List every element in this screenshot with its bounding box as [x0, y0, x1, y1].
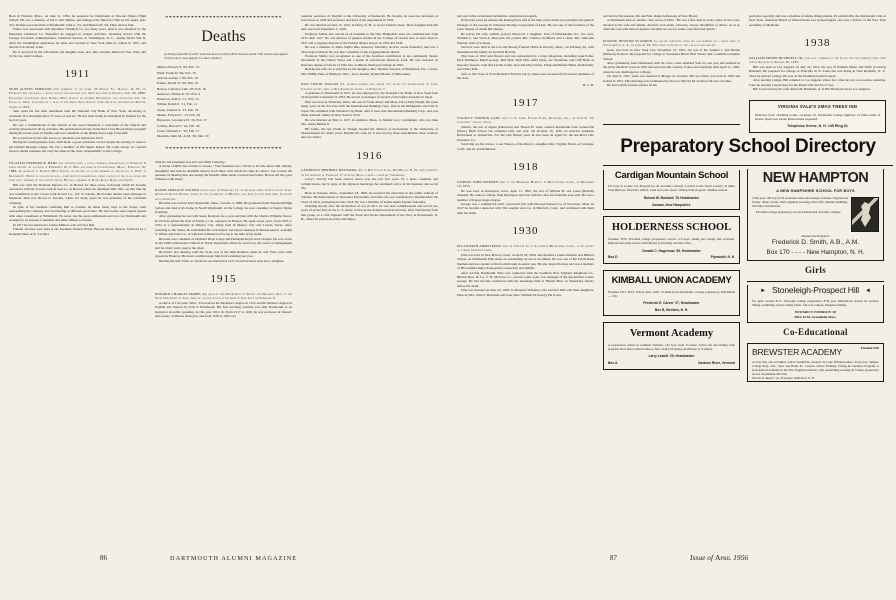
issue-month: April	[715, 553, 732, 562]
deaths-list-item: Abbott, Arthur J. '99, Feb. 18	[157, 75, 198, 80]
page-number-right: 87	[610, 554, 617, 562]
obit-paragraph: He was married on June 15, 1916, in Derry, N. H., to Grace Francis Chase. Their daughter Priscilla Ann was born September 1, 1918.	[301, 22, 438, 32]
column-3	[301, 14, 438, 319]
directory-left-column	[603, 166, 740, 382]
obit-paragraph: Professor Mabie was recognized as one of the foremost contributors to the community theater movement in the United States and a leader in educational theatrical work. He was awarded an honorary degree of Doctor of Fine Arts at Illinois Wesleyan College in 1950.	[301, 53, 438, 67]
obit-signature: H. C. B.	[582, 82, 594, 87]
deaths-list-item: Stone, Charles S. '13, Feb. 23	[157, 107, 199, 112]
obit-paragraph: Larry's activity had been slowed down over the last few years by a heart condition and complications, but in spite of the physical handicaps he continued active in his business and social life.	[301, 177, 438, 191]
obit-paragraph: Brownie was born in East Weymouth, Mass., October 4, 1888. He graduated from Weymouth High School and died at his home in North Weymouth. At the College he was a member of Kappa Sigma fraternity.	[155, 201, 292, 215]
obit-paragraph: Walter was associated with Merrimac Chemical Co. for many years, until it was absorbed by the Monsanto Chemical Co. Thereafter he engaged in various activities, including service with the Foreign Economic Administration, Chemical Section, in Washington, D. C., during World War II. After the Washington experience he lived and worked in New York until he retired in 1953, and moved to Scotland, Conn.	[9, 27, 146, 50]
obit-paragraph: Gene was born in New York City November 13, 1907, the son of Dr. Samuel J. and Bertha (Millson) Scadron. He prepared for college at Townsend Harris Hall School and Columbia Grammar School.	[603, 47, 740, 61]
obit-paragraph: A native of LaCrosse, Wisc., Ed received his Bachelor's degree in 1915 and his Master's degree in English and Speech in 1916 at Dartmouth. His first teaching position was after Dartmouth as an instructor in public speaking, for the year 1915-16. From 1917 to 1918, he was professor of rhetoric and oratory at Illinois Wesleyan, and from 1918 to 1920 was	[155, 300, 292, 319]
directory-category-coeducational: Co-Educational	[783, 327, 848, 338]
obit-paragraph: Professor Mabie also served as an assistant to the New Hampshire state tax commissioner from 1915 until 1917. He was director of general studies in the College of Liberal Arts at Iowa State in 1947 and a regional director of the Federal theater project in 1935 and 1936.	[301, 31, 438, 45]
obit-paragraph: The Class of 1916 sent flowers and was represented by a large delegation, including Gian Fuller, Dick Parkhurst, Ralph George, Bill Mott, Dick Ellis, Reid Seale, Joe Newmark, and Cliff Benn as honorary bearers, Sam and Lucille Cutler, Ken and May Tucker, Frank and Helene Bobst, Ruth Fuller, and Violet Ellis.	[457, 53, 594, 72]
deaths-list-item: Wilder, Ralph S. '11, Feb. 11	[157, 102, 198, 107]
deaths-list-item: Mabie, Edward C. '15, Feb. 19	[157, 113, 200, 118]
class-year-heading: 1915	[210, 273, 237, 286]
column-2	[155, 14, 292, 319]
deaths-list-item: Hayward, Lawrence H. '16, Feb. 17	[157, 118, 207, 123]
obit-paragraph: RALPH SPRAGUE WILDER passed away on February 11, in his sleep while resting in his chair. Although Ralph Wilder, known to his classmates as Brownie, had been ill for some time, his death was unexpected.	[155, 187, 292, 201]
left-page-columns	[9, 14, 439, 319]
school-tagline: A NEW HAMPSHIRE SCHOOL FOR BOYS	[776, 189, 855, 194]
school-box: Box D	[608, 255, 618, 260]
school-location: Box B, Meriden, N. H.	[654, 308, 689, 313]
ad-vermont-academy[interactable]	[603, 322, 740, 370]
obit-paragraph: He is survived by his wife Grace, to whom he was married in 1910.	[13, 135, 104, 140]
issue-year: 1956	[733, 553, 749, 562]
obit-paragraph: Bill is survived by his wife Aileen M. Bushnell, of 11382 Thurston Circle, Los Angeles.	[753, 87, 871, 91]
obit-paragraph: A Dartmouth man of another class wrote of Ellie: "He was a fine man in every sense of the word, devoted to his wife and family, cheerful even under adversity, always thoughtful of others. As is so often the case with men of superior strength, he was by nature very kind and gentle."	[603, 18, 740, 32]
school-description-part2: Excellent college preparatory record at Dartmouth and other colleges.	[756, 209, 842, 214]
school-name: Stoneleigh-Prospect Hill	[772, 285, 859, 296]
obit-paragraph: Besides his wife Viola, to whom he was married in 1915, he leaves three sons and a daughter.	[159, 258, 285, 263]
deaths-list-item: Andrews, Walter R. '07, Feb. 2	[157, 91, 201, 96]
obit-paragraph: Born in Scituate, Mass., September 18, 1893, he received his education in the public schools of Scituate. He matriculated at Worcester Polytechnic and after one year transferred to Dartmouth in the Class of 1916, graduating in June 1918. He was a member of Sigma Alpha Epsilon fraternity.	[301, 190, 438, 204]
obit-paragraph: He was a member of Delta Sigma Rho, honorary fraternity; Acacia, social fraternity; and was a 32nd degree Mason. He was also a member of the Congregational church.	[301, 45, 438, 54]
obit-paragraph: After graduating from Dartmouth with the class, Gene attended Yale for one year and enlisted in the Army Medical Corps in 1942 and served in this country, France and Germany until April 11, 1946, when he was discharged as a Major.	[603, 60, 740, 74]
obit-paragraph: Dan was born in Stillwater, Okla., the son of Frank Albert and Mary Alice (Vail) Waugh. He spent many years in the Far East with the International Banking Corp., first in the Philippines and later in Japan. He continued with National City Bank, after it took over International Banking Corp., and was made assistant cashier in New York in 1934.	[301, 99, 438, 118]
obit-paragraph: Brownie was a member of Orphan's Hope Lodge and Pentalpha Royal Arch Chapter. He was active in the Third Universalist Church in North Weymouth where he served on the board of management and for many years sang in the choir.	[155, 236, 293, 250]
obit-paragraph: Ellie was born in New Haven, Conn., on April 18, 1908, and attended Loomis Institute and Milford School. At Dartmouth Ellie made an outstanding record as an athlete. He was one of the Easch Rassi linemen and was captain of the football team in senior year. He also played hockey and was a member of His Gamma Delta, Palaeopitus, Green Key and Sphinx.	[457, 252, 594, 271]
obit-paragraph: George was a commercial artist, associated first with Howard-Wesson Co. of Worcester, Mass. In 1927 he became connected with The Graphic Arts Co. in Hartford, Conn., and continued with them until his death.	[457, 201, 594, 215]
school-headmaster: Frederick E. Carver '27, Headmaster	[643, 301, 700, 306]
deaths-list-item: Mecklin, John M., A.M. '20, Mar. 10	[157, 134, 209, 139]
school-description-part1: 135th year, 160 boys from seventeen states and foreign countries. Experienced faculty. Small classes. Well regulated boarding school life. Modern buildings. 100 miles from Boston.	[752, 196, 848, 208]
obit-paragraph: Born in Newton, Mass., on June 11, 1884, he prepared for Dartmouth at Newton (Mass.) High School. He was a member of Psi U and Sphinx, and managed the Musical Clubs in his senior year. Two brothers preceded him at Dartmouth: John G. '01, and Herbert M. '04. They survive him.	[9, 14, 146, 27]
school-description: For boys in Grades 5-9. Prepares for all secondary schools. Located in the North Country 22 miles from Hanover. Elevation 1200 ft. Land and water sports. Outing Club program. Summer session.	[608, 184, 735, 193]
ad-virginia-sales-xmas-trees-inn[interactable]	[749, 100, 886, 132]
issue-line	[690, 553, 748, 562]
deaths-note: [A listing of deaths of which word has been received within the past month. Full notices may appear in this issue or may appear in a later number.]	[164, 52, 288, 61]
school-description: A preparatory school in southern Vermont. 125 boys from 13 states. Active ski and Outing Club program. Near direct railroad lines to New York (170 miles) and Boston (115 miles).	[608, 342, 735, 351]
school-description: Founded 1879. Excellent college preparatory record. 115 boys. Skiing and outing club activities. Railroad and plane service from Boston (120 miles) and New York.	[608, 237, 735, 246]
obit-paragraph: assistant professor of English at the University of Kentucky. He became an associate professor at Iowa State in 1929 and professor and head of the department in 1935.	[301, 14, 438, 23]
school-location: Canaan, New Hampshire.	[651, 202, 692, 207]
obit-paragraph: Seth spent his life until retirement with the National City Bank of New York, advancing to Assistant Vice President after 37 years of service. He has been living in retirement in Nashua for the last six years.	[9, 109, 146, 123]
preparatory-school-directory-title: Preparatory School Directory	[620, 135, 876, 157]
ad-holderness-school[interactable]	[603, 216, 740, 264]
obit-paragraph: ELLSWORTH ARMSTRONG died on January 11 at his home in Bethlehem, Conn., as the result of carbon monoxide fumes.	[457, 243, 594, 253]
deaths-list-item: Field, Frank D. '94, Feb. 10	[157, 70, 196, 75]
ad-cardigan-mountain-school[interactable]	[603, 170, 740, 210]
ad-kimball-union-academy[interactable]	[603, 270, 740, 315]
school-name: HOLDERNESS SCHOOL	[611, 222, 732, 234]
school-location: Saxtons River, Vermont	[698, 360, 735, 365]
obit-paragraph: He was married on May 4, 1927, in Amherst, Mass., to Muriel Lucy Coningham, who was then Mrs. Amos Belden Jr.	[301, 117, 438, 127]
deaths-list-item: Miller, Edward S. '95, Feb. 13	[157, 65, 200, 70]
column-1	[9, 14, 146, 319]
obit-paragraph: Enlisting shortly after the declaration of war in 1917, he was later commissioned and served two years of active duty in the U. S. Army, at first in the Aviation branch and later, after transferring from that group, as a civil engineer with the Yards and Docks Department of the Navy at Portsmouth, N. H., where he played an active and impor-	[301, 203, 438, 222]
obit-paragraph: On June 6, 1947, Gene was married to Margot de Vauclier. His son Stuart was born in 1949 and Joshua in 1951. This marriage was terminated by divorce. Harvey M. Scadron '46 was a brother.	[603, 74, 740, 83]
school-address: BOX 43-M, Greenfield, Mass.	[794, 314, 837, 319]
issue-prefix: Issue of	[690, 553, 714, 562]
obit-paragraph: STANLEY VERNON LANE died at his home, Flower Farm, Rockford, Ill., on January 13, following a heart attack.	[457, 115, 594, 125]
class-year-heading: 1916	[356, 149, 383, 162]
directory-category-girls: Girls	[805, 265, 826, 276]
school-description: A truly fine old accredited school beautifully situated on Lake Winnipesaukee. Forty-acre campus. College Prep, Gen., Sym. and Home Ec. Courses. Driver Training. Testing & Guidance Program. A personalized academy in the New England tradition, with outstanding teaching & college preparatory record. Enrollment 200-250.	[752, 359, 879, 376]
obit-paragraph: Surviving are his widow; a son Theron, of Rockford; a daughter Mrs. Virginia Fields, of Saratoga, Calif.; and six grandchildren.	[457, 142, 594, 151]
school-headmaster: EDWARD E. EMERSON '28	[794, 310, 837, 315]
page-number-left: 86	[100, 554, 107, 562]
obit-paragraph: A friend of Bill's has written to Louise, "Your husband was a friend to all who knew him. Kindly, thoughtful and with an unselfish interest in all those with whom he came in contact. Just to have the pleasure of meeting him and seeing his friendly smile made a person feel better. He has left his good influence with many."	[155, 164, 292, 182]
school-address: Box 170 - - - - New Hampton, N. H.	[766, 249, 865, 257]
obit-paragraph: LAWRENCE HERBERT HAYWARD, 62, of Red Coach Lane, Rye Beach, N. H., died suddenly on the morning of February 17 in Lynn, Mass., from a coronary thrombosis.	[301, 168, 438, 177]
deaths-list-item: Barton, Clarence LeR. '05, Feb. 16	[157, 86, 206, 91]
obit-paragraph: Gifts to the Class of 1916 Memorial Fund in Larry's name were recorded from several members of the class.	[457, 71, 594, 81]
school-headmaster: Donald C. Hagerman '35, Headmaster	[642, 248, 701, 253]
obit-paragraph: particular specialty and was a member of Alpha Omega Alpha, Pi Lambda Phi, the Dartmouth Club of New York, American Board of Obstetricians and Gynecologists, and was a Fellow of the New York Academy of Medicine.	[749, 14, 886, 27]
obit-paragraph: He was born in Davenport, Iowa, April 11, 1893, the son of William H. and Laura (Branch) Siemsen. He came to college from Davenport and was with the class for freshman year only. He was a member of Kappa Kappa Kappa.	[457, 188, 594, 202]
right-page-columns	[457, 14, 887, 382]
obit-paragraph: During his undergraduate days, Seth made a good scholastic record despite his having to work to put himself through college. He was a member of Phi Sigma Kappa. He could always be counted upon to attend reunions and carry his share of the class' responsibility to the College.	[9, 140, 146, 154]
obit-paragraph: In 1917 he was married to Louise Minton, who survives him.	[13, 222, 95, 227]
obit-paragraph: WILLIAM MINER BUSHNELL JR., who was a member of the Class for one semester only, died in Los Angeles on August 29, 1955.	[749, 55, 886, 65]
obit-paragraph: SETH AUSTIN EMERSON died suddenly at his home, 35 Fifield St., Nashua, N. H., on February 12, following a heart attack the previous day. Seth was born in Nashua, June 30, 1889. Following graduation from Nashua High School he entered Dartmouth and graduated with the Class of 1911, followed by a year in the Amos Tuck School from which he obtained his M.C.S. degree in 1912.	[9, 87, 146, 109]
obit-paragraph: Stanley, the son of Agnes (Patterson) and Theron H. Lane, entered Dartmouth from Somerville (Mass.) High School but remained only one year. On October 16, 1916, he married Jeannette Richardson at Somerville. For the past fifteen years he has been an agent for the Rockford Life Insurance Co.	[457, 124, 594, 142]
deaths-list	[157, 65, 292, 139]
obit-paragraph: After graduation he was with Sears, Roebuck for a year and then with the Charles Williams Stores. In 1919 he joined the firm of Tomas y Cia, exporters in Boston. He spent seven years, from 1925 to 1932 as a representative in Mexico City, living both in Mexico City and Laredo, Texas. After returning to the States, he established his own import and export business in Boston known as Ralph S. Wilder and Sons Co., in which he remained active up to the time of his death.	[155, 214, 292, 237]
deaths-box	[155, 14, 292, 151]
obit-paragraph: In spite of his business confining him to Canada, he made many trips to the States, both representing his company and vacationing at different spots here. He and Louise were regular guests with other classmates at Whitefield. He never lost his great enthusiasm and love for Dartmouth and arranged to be present at reunions and other similar occasions.	[9, 204, 146, 223]
deaths-list-item: Emerson, Seth A. '11, Feb. 13	[157, 97, 199, 102]
school-box: Box A	[608, 360, 618, 365]
school-name: Cardigan Mountain School	[614, 169, 729, 181]
obit-paragraph: Services were held at the Lee and Moody Funeral Home in Beverly, Mass., on February 20, with interment in the family lot in North Beverly.	[457, 45, 594, 54]
school-founded: Founded 1820	[860, 346, 879, 351]
triangle-right-icon: ►	[760, 288, 767, 295]
school-registrar-name: Frederick D. Smith, A.B., A.M.	[771, 239, 860, 247]
deaths-ornament-bottom: ❧❧❧❧❧❧❧❧❧❧❧❧❧❧❧❧❧❧❧❧❧❧❧❧❧❧❧❧❧❧❧❧	[165, 144, 282, 150]
directory-rule	[603, 124, 740, 125]
obit-paragraph: He is survived by his wife Helen; his daughter Joan, now Mrs. Antonio Mattel of New York; and by his two older brothers.	[9, 49, 146, 58]
school-name: Vermont Academy	[629, 327, 714, 339]
obit-paragraph: He leaves his wife, Aleitha (Leary) Hayward; a daughter, Jean of Philadelphia, Pa.; two sons, William L. and Ward A. Hayward; his parents Mrs. Charles Litchfield, and a sister, Mrs. Malcolm Weldon, both of Scituate.	[457, 31, 594, 45]
obit-paragraph: He had written various articles on his	[607, 83, 657, 88]
school-headmaster: Larry Leavitt '25, Headmaster	[648, 354, 695, 359]
obit-paragraph: After leaving college, Bill returned to Los Angeles where for a time he was a real estate salesman. Later he became a supervisor for the Plastic Die and Tool Corp.	[749, 78, 886, 87]
school-description: For girls, Grades 8-12. Thorough college preparation. 87th year. Monadnock system for posture. Skiing, swimming, private riding stable. 150-acre campus. Modern building.	[752, 298, 879, 307]
ad-phone: Telephone Keene, N. H. 145 Ring 31	[787, 123, 848, 128]
column-4	[457, 14, 594, 382]
obit-paragraph: A graduate of Dartmouth in 1915, he was employed by the National City Bank of New York from 1916 until his retirement in 1954. He served as manager of several of the bank's branches in Japan.	[301, 91, 438, 100]
obit-paragraph: EDWARD CHARLES MABIE, 63, head of the Department of Speech and Dramatic Arts at the State University of Iowa, died of a heart attack at his home in Iowa City on February 9.	[155, 291, 292, 301]
ad-body: Delicious food, charming rooms, on Route 10, Dartmouth College highway, 15 miles north of Keene. Open year round. Reservations requested.	[755, 112, 880, 121]
obit-paragraph: In his later years he entered the heating field, and at the time of his death was president and general manager of the George D. Emerson Heating Corporation of Lynn. He was one of the founders of the Lynn chapter of Alpha Phi Omega.	[457, 18, 594, 32]
school-headmaster: Roland W. Burbank '31 Headmaster	[643, 195, 700, 200]
ad-headline: VIRGINIA SALE'S XMAS TREES INN	[777, 104, 858, 110]
obit-paragraph: Ellie was married on June 25, 1928, to Margaret Wheatley who survives him with their daughters, Patricia (Mrs. John S. Burbank) and Joan (Mrs. William M. Posey). He is also	[457, 288, 594, 297]
obit-paragraph: Bill was with the National Express Co. in Boston for three years, following which he became associated with the Crown Cork & Seal Co. in Boston where he remained until 1921. At that time he was transferred to the Crown Cork & Seal Co., Ltd. in Canada. He became district sales manager in Montreal, then was moved to Toronto, where for many years he was president of the Canadian company.	[9, 182, 146, 205]
class-year-heading: 1930	[512, 225, 539, 238]
class-year-heading: 1917	[512, 97, 539, 109]
school-address	[608, 255, 735, 259]
school-description: Founded 1813. Boys' School since 1936. 14 miles from Dartmouth. College preparatory. Enrollment — 150.	[608, 290, 735, 298]
class-year-heading: 1938	[804, 37, 831, 50]
deaths-title: Deaths	[201, 28, 246, 45]
obit-paragraph: His father, the late Frank A. Waugh, headed the division of horticulture at the University of Massachusetts for many years. Besides his wife, he is survived by three stepchildren, three brothers and two sisters.	[301, 126, 438, 140]
obit-paragraph: Funeral services were held at the Eastman Funeral Home, Beacon Street, Boston, followed by a Requiem Mass in St. Cecilia's	[9, 227, 146, 236]
school-registrar-label: Address the Registrar:	[801, 234, 830, 239]
deaths-ornament-top: ❧❧❧❧❧❧❧❧❧❧❧❧❧❧❧❧❧❧❧❧❧❧❧❧❧❧❧❧❧❧❧❧	[165, 14, 282, 19]
obit-paragraph: Bill was born in Los Angeles on July 24, 1913, the son of William Miner and Edith (Corison) Bushnell. He prepared for college at Principia in St. Louis but was living in New Rochelle, N. Y., when he entered college. He was on the freshman football squad.	[749, 64, 886, 78]
obit-paragraph: Besides his wife, he is survived by his daughter, Mrs. Thomas Steward, of Bradenton, Fla.; a sister, Mrs. Phillip Falk, of Madison, Wisc.; and a brother, Roland Mabie, of Milwaukee.	[301, 67, 438, 76]
school-name: NEW HAMPTON	[762, 169, 869, 186]
obit-paragraph: Church, and interment was in Forest Hills Cemetery.	[155, 159, 226, 164]
school-name: BREWSTER ACADEMY	[752, 347, 842, 358]
school-address	[608, 361, 735, 365]
school-crest-image	[851, 197, 879, 232]
class-year-heading: 1918	[512, 161, 539, 174]
obit-paragraph: After leaving Dartmouth, Ellie was connected with the Southern New England Telephone Co., Hinckx Bros. & Co., F. H. McGraw Co., and for some years was manager of the Rockefeller Center Garage. He had become connected with the brokerage firm of Hinckx Bros. in Waterbury shortly before his death.	[457, 270, 594, 288]
deaths-list-item: Collins, Harold S. '24, Feb. 26	[157, 123, 200, 128]
obit-paragraph: He was a communicant of the Church of the Good Shepherd, a vestryman of the Church and actively interested in all its activities. He participated actively in the Red Cross Blood Donor program during his recent years in Nashua and was a member of the Rising Sun Lodge F and AM.	[9, 122, 146, 136]
deaths-list-item: Parker, David W. '99, Feb. 25	[157, 81, 199, 86]
obit-paragraph: survived by his parents, Mr. and Mrs. Ralph Armstrong of New Haven.	[603, 14, 699, 18]
obit-paragraph: WILLIAM FREDERICK HART was stricken with a fatal cerebral hemorrhage on February 9 while resting on vacation at Pinehurst, N. C. Bill was born in Charlestown, Mass., February 16, 1889. A graduate of Everett High School he became an active member of the Class of 1911 at Dartmouth. While in college he was a participant in basketball, being captain of his class team one year and a member of the varsity squad. He was a member of Kappa Kappa Kappa fraternity.	[9, 160, 146, 183]
school-name: KIMBALL UNION ACADEMY	[611, 275, 732, 287]
obit-paragraph: DAN FRANK WAUGH, 61, retired banker who wrote two books on translations of early Japanese poetry, died at Old Saybrook, Conn., on February 7.	[301, 82, 438, 91]
triangle-left-icon: ◄	[864, 288, 871, 295]
obit-paragraph: tant part in the accelerated submarine construction program.	[457, 14, 538, 18]
obit-paragraph: GEORGE JOHN SIEMSEN died at the Memorial Hospital in Manchester, Conn., on December 16, 1955.	[457, 179, 594, 189]
obit-paragraph: EUGENE NEWTON SCADRON was killed instantly when his car skidded on a curve west of Southampton, L. I., on January 19. The other occupant of the car was also killed.	[603, 38, 740, 48]
obit-paragraph: Brownie's last meeting with the Class was at the 40th Reunion when he and Viola were both present in Hanover. His heart condition kept him from returning last year.	[155, 249, 292, 259]
school-principal: Vincent D. Rogers '24, Principal, Wolfeboro, N. H.	[752, 375, 815, 380]
deaths-list-item: Jones, Wendell C. '25, Feb. 17	[157, 129, 200, 134]
class-year-heading: 1911	[64, 68, 91, 81]
magazine-title: DARTMOUTH ALUMNI MAGAZINE	[170, 555, 298, 562]
school-location: Plymouth, N. H.	[710, 255, 735, 260]
